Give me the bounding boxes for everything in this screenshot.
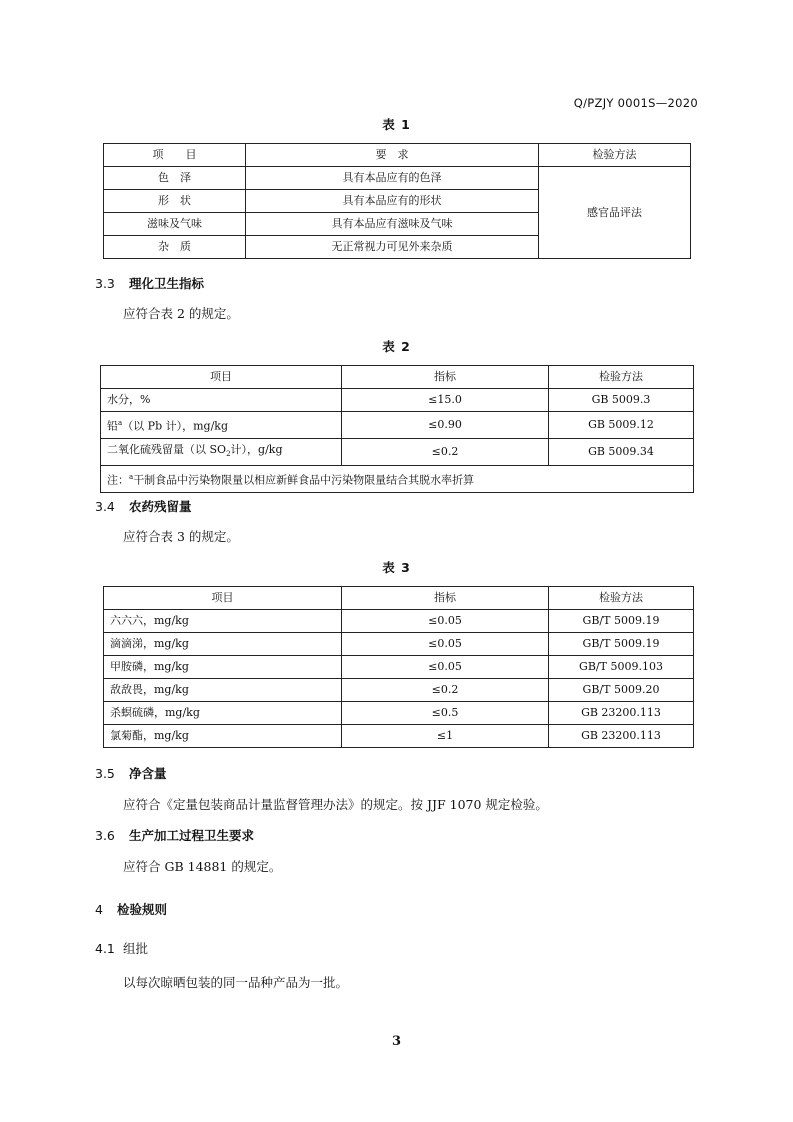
table-3-caption: 表 3 [382, 560, 411, 575]
table-cell: GB 5009.3 [549, 389, 694, 412]
table-cell: 滴滴涕，mg/kg [104, 633, 342, 656]
table-cell: 杀螟硫磷，mg/kg [104, 702, 342, 725]
table-cell: GB 23200.113 [549, 702, 694, 725]
table-cell: ≤0.90 [342, 412, 549, 439]
table-cell: ≤0.2 [342, 679, 549, 702]
table-note [101, 465, 694, 492]
table-header-cell: 指标 [342, 587, 549, 610]
table-1-caption: 表 1 [382, 117, 411, 132]
table-cell: GB/T 5009.20 [549, 679, 694, 702]
table-header-cell: 项目 [104, 587, 342, 610]
table-cell: 形 状 [104, 190, 246, 213]
table-cell: GB/T 5009.19 [549, 633, 694, 656]
table-cell: 无正常视力可见外来杂质 [246, 236, 539, 259]
table-row [104, 610, 694, 633]
table-cell: ≤0.5 [342, 702, 549, 725]
section-4-1-text: 以每次晾晒包装的同一品种产品为一批。 [123, 975, 349, 990]
table-note-row [101, 465, 694, 492]
standard-number: Q/PZJY 0001S—2020 [573, 96, 698, 110]
method-cell: 感官品评法 [539, 167, 691, 259]
table-cell: ≤0.05 [342, 633, 549, 656]
section-3-5-text: 应符合《定量包装商品计量监督管理办法》的规定。按 JJF 1070 规定检验。 [123, 797, 548, 812]
section-title: 检验规则 [117, 902, 168, 917]
table-header-cell: 项 目 [104, 144, 246, 167]
page-number: 3 [391, 1034, 402, 1049]
table-cell [101, 438, 342, 465]
table-header-cell: 检验方法 [539, 144, 691, 167]
section-3-6-heading [95, 826, 254, 844]
section-number: 4 [95, 902, 103, 917]
table-cell: ≤0.05 [342, 610, 549, 633]
cell-text: 计），g/kg [230, 442, 283, 456]
footnote-marker: a [129, 472, 134, 481]
section-3-3-text: 应符合表 2 的规定。 [123, 306, 239, 321]
cell-text: 铅 [107, 419, 118, 433]
table-header-cell: 项目 [101, 366, 342, 389]
table-header-cell: 指标 [342, 366, 549, 389]
section-title: 净含量 [129, 766, 167, 781]
table-cell: 杂 质 [104, 236, 246, 259]
section-number: 3.6 [95, 828, 115, 843]
table-cell: 具有本品应有的形状 [246, 190, 539, 213]
section-3-6-text: 应符合 GB 14881 的规定。 [123, 859, 282, 874]
note-prefix: 注： [107, 473, 129, 487]
table-header-cell: 要 求 [246, 144, 539, 167]
table-cell: ≤0.2 [342, 438, 549, 465]
table-3 [103, 586, 694, 748]
subscript: 2 [226, 449, 231, 458]
section-title: 农药残留量 [129, 499, 192, 514]
table-cell [101, 412, 342, 439]
section-3-5-heading [95, 764, 167, 782]
section-title: 理化卫生指标 [129, 276, 205, 291]
table-cell: GB 23200.113 [549, 725, 694, 748]
table-cell: 六六六，mg/kg [104, 610, 342, 633]
table-row [101, 412, 694, 439]
table-cell: 具有本品应有滋味及气味 [246, 213, 539, 236]
table-cell: 水分，% [101, 389, 342, 412]
section-number: 3.5 [95, 766, 115, 781]
table-cell: ≤1 [342, 725, 549, 748]
table-2-caption: 表 2 [382, 339, 411, 354]
section-4-heading [95, 900, 167, 918]
cell-text: （以 Pb 计），mg/kg [122, 419, 229, 433]
table-2 [100, 365, 694, 493]
note-text: 干制食品中污染物限量以相应新鲜食品中污染物限量结合其脱水率折算 [133, 473, 475, 487]
table-row [104, 633, 694, 656]
table-cell: GB/T 5009.19 [549, 610, 694, 633]
footnote-marker: a [118, 419, 123, 427]
table-cell: ≤0.05 [342, 656, 549, 679]
table-header-row [104, 587, 694, 610]
table-row [104, 702, 694, 725]
table-cell: 色 泽 [104, 167, 246, 190]
section-title: 生产加工过程卫生要求 [129, 828, 255, 843]
table-header-row [101, 366, 694, 389]
table-row [104, 679, 694, 702]
table-cell: ≤15.0 [342, 389, 549, 412]
table-cell: 氯菊酯，mg/kg [104, 725, 342, 748]
table-cell: 滋味及气味 [104, 213, 246, 236]
cell-text: 二氧化硫残留量（以 SO [107, 442, 227, 456]
table-header-row [104, 144, 691, 167]
table-1 [103, 143, 691, 259]
table-cell: GB 5009.34 [549, 438, 694, 465]
section-3-3-heading [95, 274, 204, 292]
section-3-4-heading [95, 497, 192, 515]
table-row [104, 167, 691, 190]
table-cell: GB/T 5009.103 [549, 656, 694, 679]
table-cell: GB 5009.12 [549, 412, 694, 439]
section-title: 组批 [123, 941, 149, 956]
table-cell: 敌敌畏，mg/kg [104, 679, 342, 702]
table-header-cell: 检验方法 [549, 366, 694, 389]
table-row [101, 389, 694, 412]
table-row [104, 725, 694, 748]
table-row [101, 438, 694, 465]
table-cell: 具有本品应有的色泽 [246, 167, 539, 190]
section-number: 4.1 [95, 941, 115, 956]
table-header-cell: 检验方法 [549, 587, 694, 610]
section-number: 3.3 [95, 276, 115, 291]
table-cell: 甲胺磷，mg/kg [104, 656, 342, 679]
section-3-4-text: 应符合表 3 的规定。 [123, 529, 239, 544]
table-row [104, 656, 694, 679]
section-number: 3.4 [95, 499, 115, 514]
section-4-1-heading [95, 939, 148, 957]
